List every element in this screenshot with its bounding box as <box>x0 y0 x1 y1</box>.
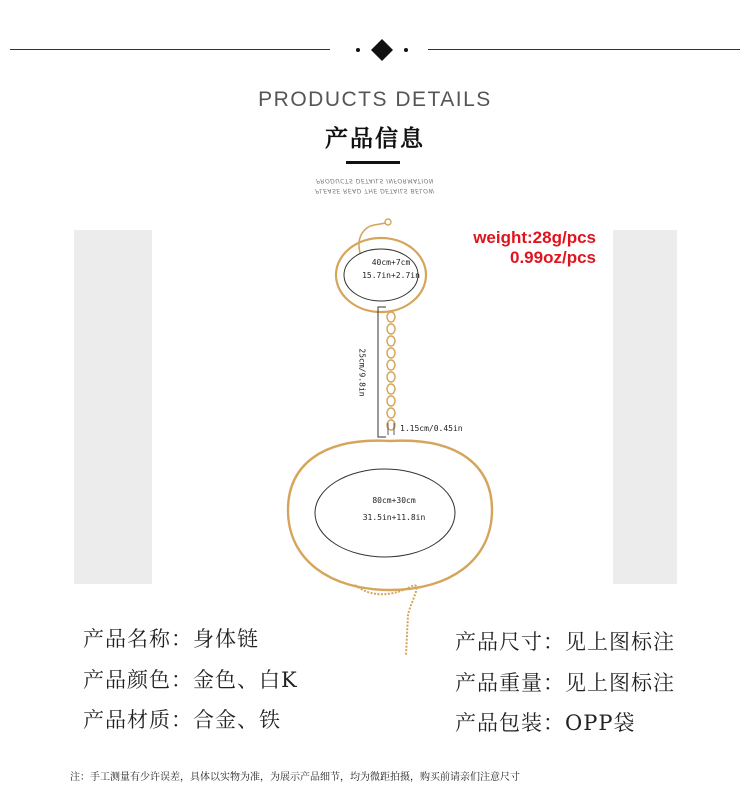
chain-width-label: 1.15cm/0.45in <box>400 424 463 433</box>
link-chain <box>387 312 395 430</box>
header-rule-left <box>10 49 330 50</box>
spec-product-weight: 产品重量：见上图标注 <box>455 671 675 695</box>
side-block-right <box>613 230 677 584</box>
length-bracket <box>378 307 386 437</box>
waist-size-in-label: 31.5in+11.8in <box>362 513 426 522</box>
tiny-caption-2: PLEASE READ THE DETAILS BELOW <box>315 187 435 194</box>
spec-product-material: 产品材质：合金、铁 <box>83 708 281 732</box>
waist-size-cm-label: 80cm+30cm <box>372 496 416 505</box>
neck-size-cm-label: 40cm+7cm <box>371 258 411 267</box>
title-chinese: 产品信息 <box>325 126 425 152</box>
spec-product-size: 产品尺寸：见上图标注 <box>455 630 675 654</box>
side-block-left <box>74 230 152 584</box>
title-underline <box>346 161 400 164</box>
diamond-ornament-icon <box>352 37 412 63</box>
weight-grams: weight:28g/pcs <box>473 228 596 247</box>
header-rule-right <box>428 49 740 50</box>
tiny-caption-1: PRODUCTS DETAILS INFORMATION <box>316 177 434 184</box>
spec-product-name: 产品名称：身体链 <box>83 627 259 651</box>
spec-product-packaging: 产品包装：OPP袋 <box>455 711 636 735</box>
weight-ounces: 0.99oz/pcs <box>510 248 596 267</box>
neck-size-in-label: 15.7in+2.7in <box>362 271 420 280</box>
footnote: 注：手工测量有少许误差，具体以实物为准，为展示产品细节，均为微距拍摄，购买前请亲们注意尺寸 <box>70 772 520 783</box>
title-english: PRODUCTS DETAILS <box>258 88 492 111</box>
chain-length-label: 25cm/9.8in <box>357 348 367 397</box>
spec-product-color: 产品颜色：金色、白K <box>83 668 298 692</box>
